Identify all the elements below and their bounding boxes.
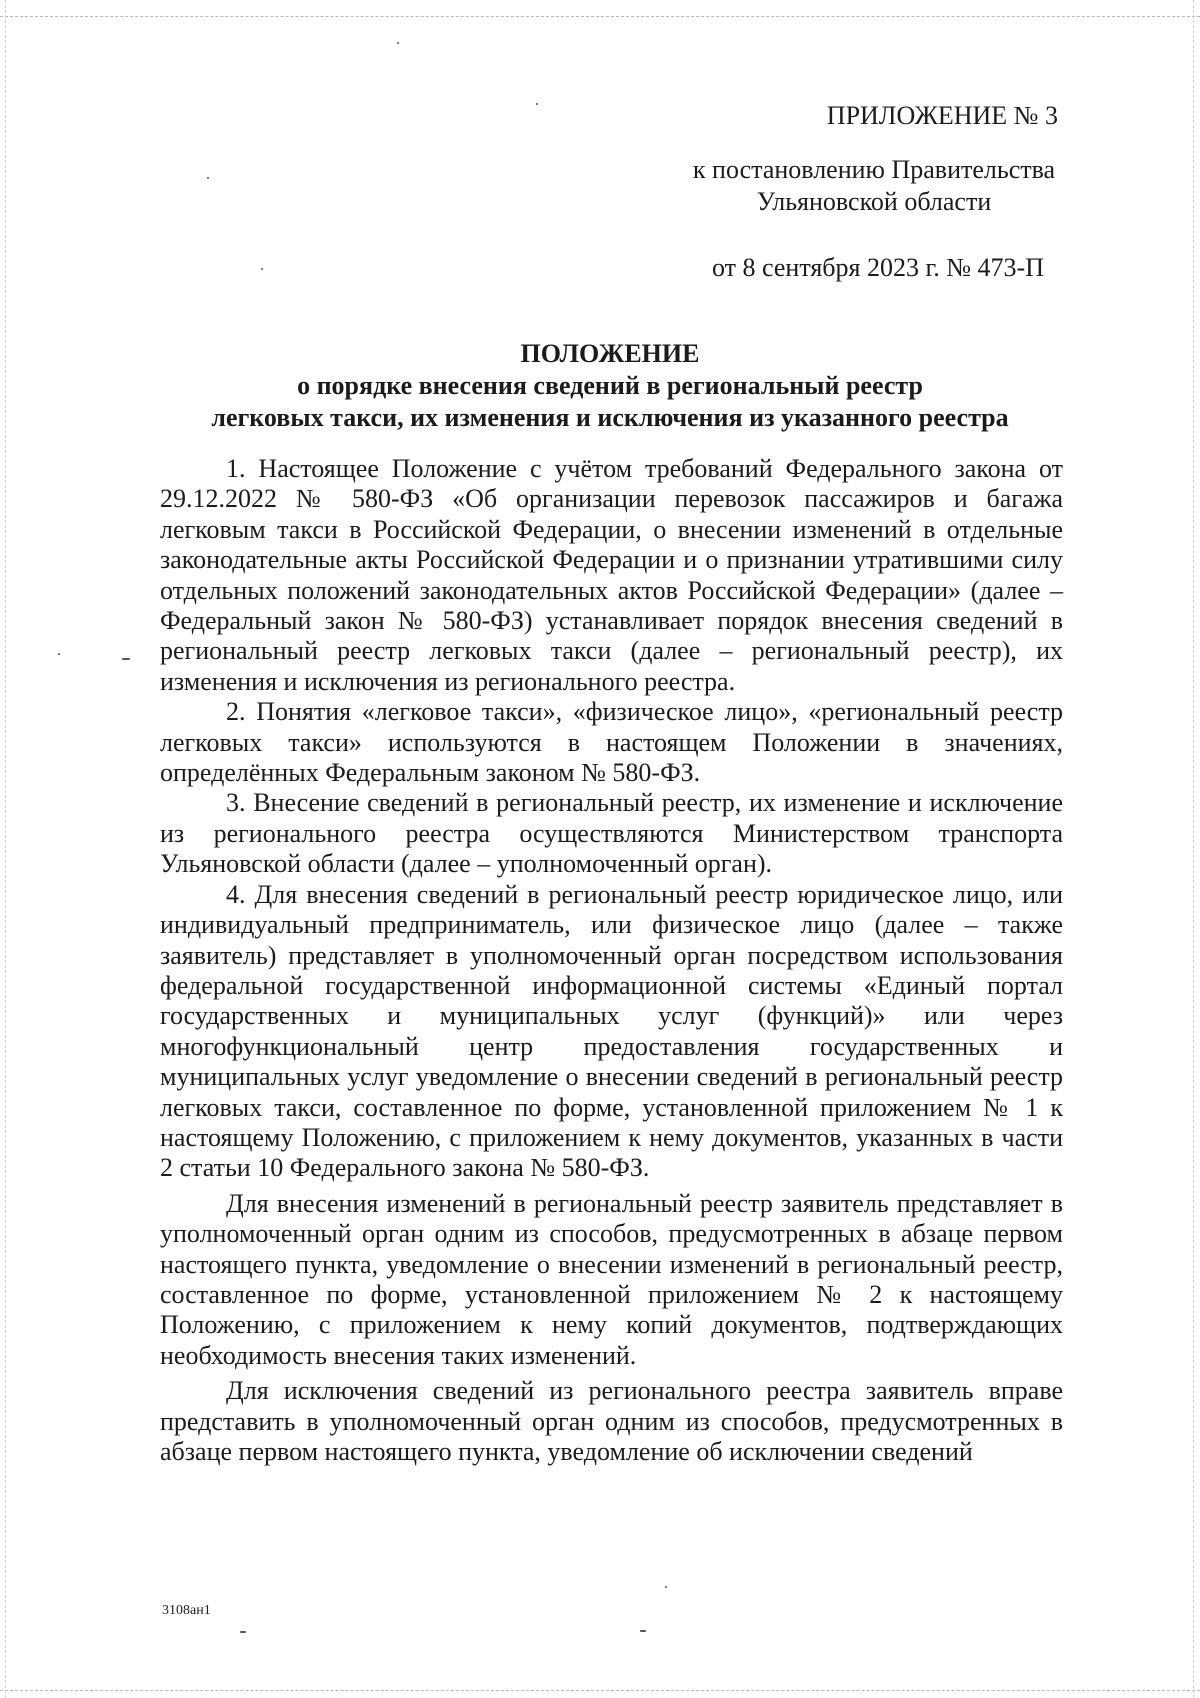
scan-speck [665,1586,667,1588]
document-title [160,338,1060,434]
title-line-2: о порядке внесения сведений в региональный реестр [297,371,923,400]
title-line-1: ПОЛОЖЕНИЕ [520,339,700,368]
paragraph-4-3: Для исключения сведений из регионального реестра заявитель вправе представить в уполномоченный орган одним из способов, предусмотренных в абзаце первом настоящего пункта, уведомление об исключении сведений [160,1376,1063,1466]
appendix-title: ПРИЛОЖЕНИЕ № 3 [826,101,1058,130]
scan-speck [207,177,209,179]
scan-speck [122,658,130,660]
page-code: 3108ан1 [162,1603,211,1618]
scan-speck [397,42,399,44]
scan-edge-right [1193,0,1194,1698]
resolution-reference [690,154,1058,218]
resolution-line-1: к постановлению Правительства [692,155,1056,184]
document-body [160,454,1063,1467]
scan-speck [261,268,263,270]
scan-speck [640,1630,646,1632]
scan-speck [58,653,60,655]
title-line-3: легковых такси, их изменения и исключения из указанного реестра [211,403,1009,432]
paragraph-2: 2. Понятия «легковое такси», «физическое лицо», «региональный реестр легковых такси» используются в настоящем Положении в значениях, определённых Федеральным законом № 580-ФЗ. [160,697,1063,788]
paragraph-4-2: Для внесения изменений в региональный реестр заявитель представляет в уполномоченный орган одним из способов, предусмотренных в абзаце первом настоящего пункта, уведомление о внесении изменений в региональный реестр, составленное по форме, установленной приложением № 2 к настоящему Положению, с приложением к нему копий документов, подтверждающих необходимость внесения таких изменений. [160,1188,1063,1370]
scan-edge-left [5,0,6,1698]
scan-edge-bottom [0,1690,1200,1691]
paragraph-3: 3. Внесение сведений в региональный реестр, их изменение и исключение из регионального реестра осуществляются Министерством транспорта Ульяновской области (далее – уполномоченный орган). [160,788,1063,879]
resolution-date: от 8 сентября 2023 г. № 473-П [712,253,1044,282]
paragraph-1: 1. Настоящее Положение с учётом требований Федерального закона от 29.12.2022 № 580-ФЗ «Об организации перевозок пассажиров и багажа легковым такси в Российской Федерации, о внесении изменений в отдельные законодательные акты Российской Федерации и о признании утратившими силу отдельных положений законодательных актов Российской Федерации» (далее – Федеральный закон № 580-ФЗ) устанавливает порядок внесения сведений в региональный реестр легковых такси (далее – региональный реестр), их изменения и исключения из регионального реестра. [160,454,1063,696]
resolution-line-2: Ульяновской области [756,187,992,216]
paragraph-4: 4. Для внесения сведений в региональный реестр юридическое лицо, или индивидуальный предприниматель, или физическое лицо (далее – также заявитель) представляет в уполномоченный орган посредством использования федеральной государственной информационной системы «Единый портал государственных и муниципальных услуг (функций)» или через многофункциональный центр предоставления государственных и муниципальных услуг уведомление о внесении сведений в региональный реестр легковых такси, составленное по форме, установленной приложением № 1 к настоящему Положению, с приложением к нему документов, указанных в части 2 статьи 10 Федерального закона № 580-ФЗ. [160,879,1063,1183]
scan-speck [240,1631,246,1633]
scan-edge-top [0,16,1200,17]
scan-speck [536,103,538,105]
